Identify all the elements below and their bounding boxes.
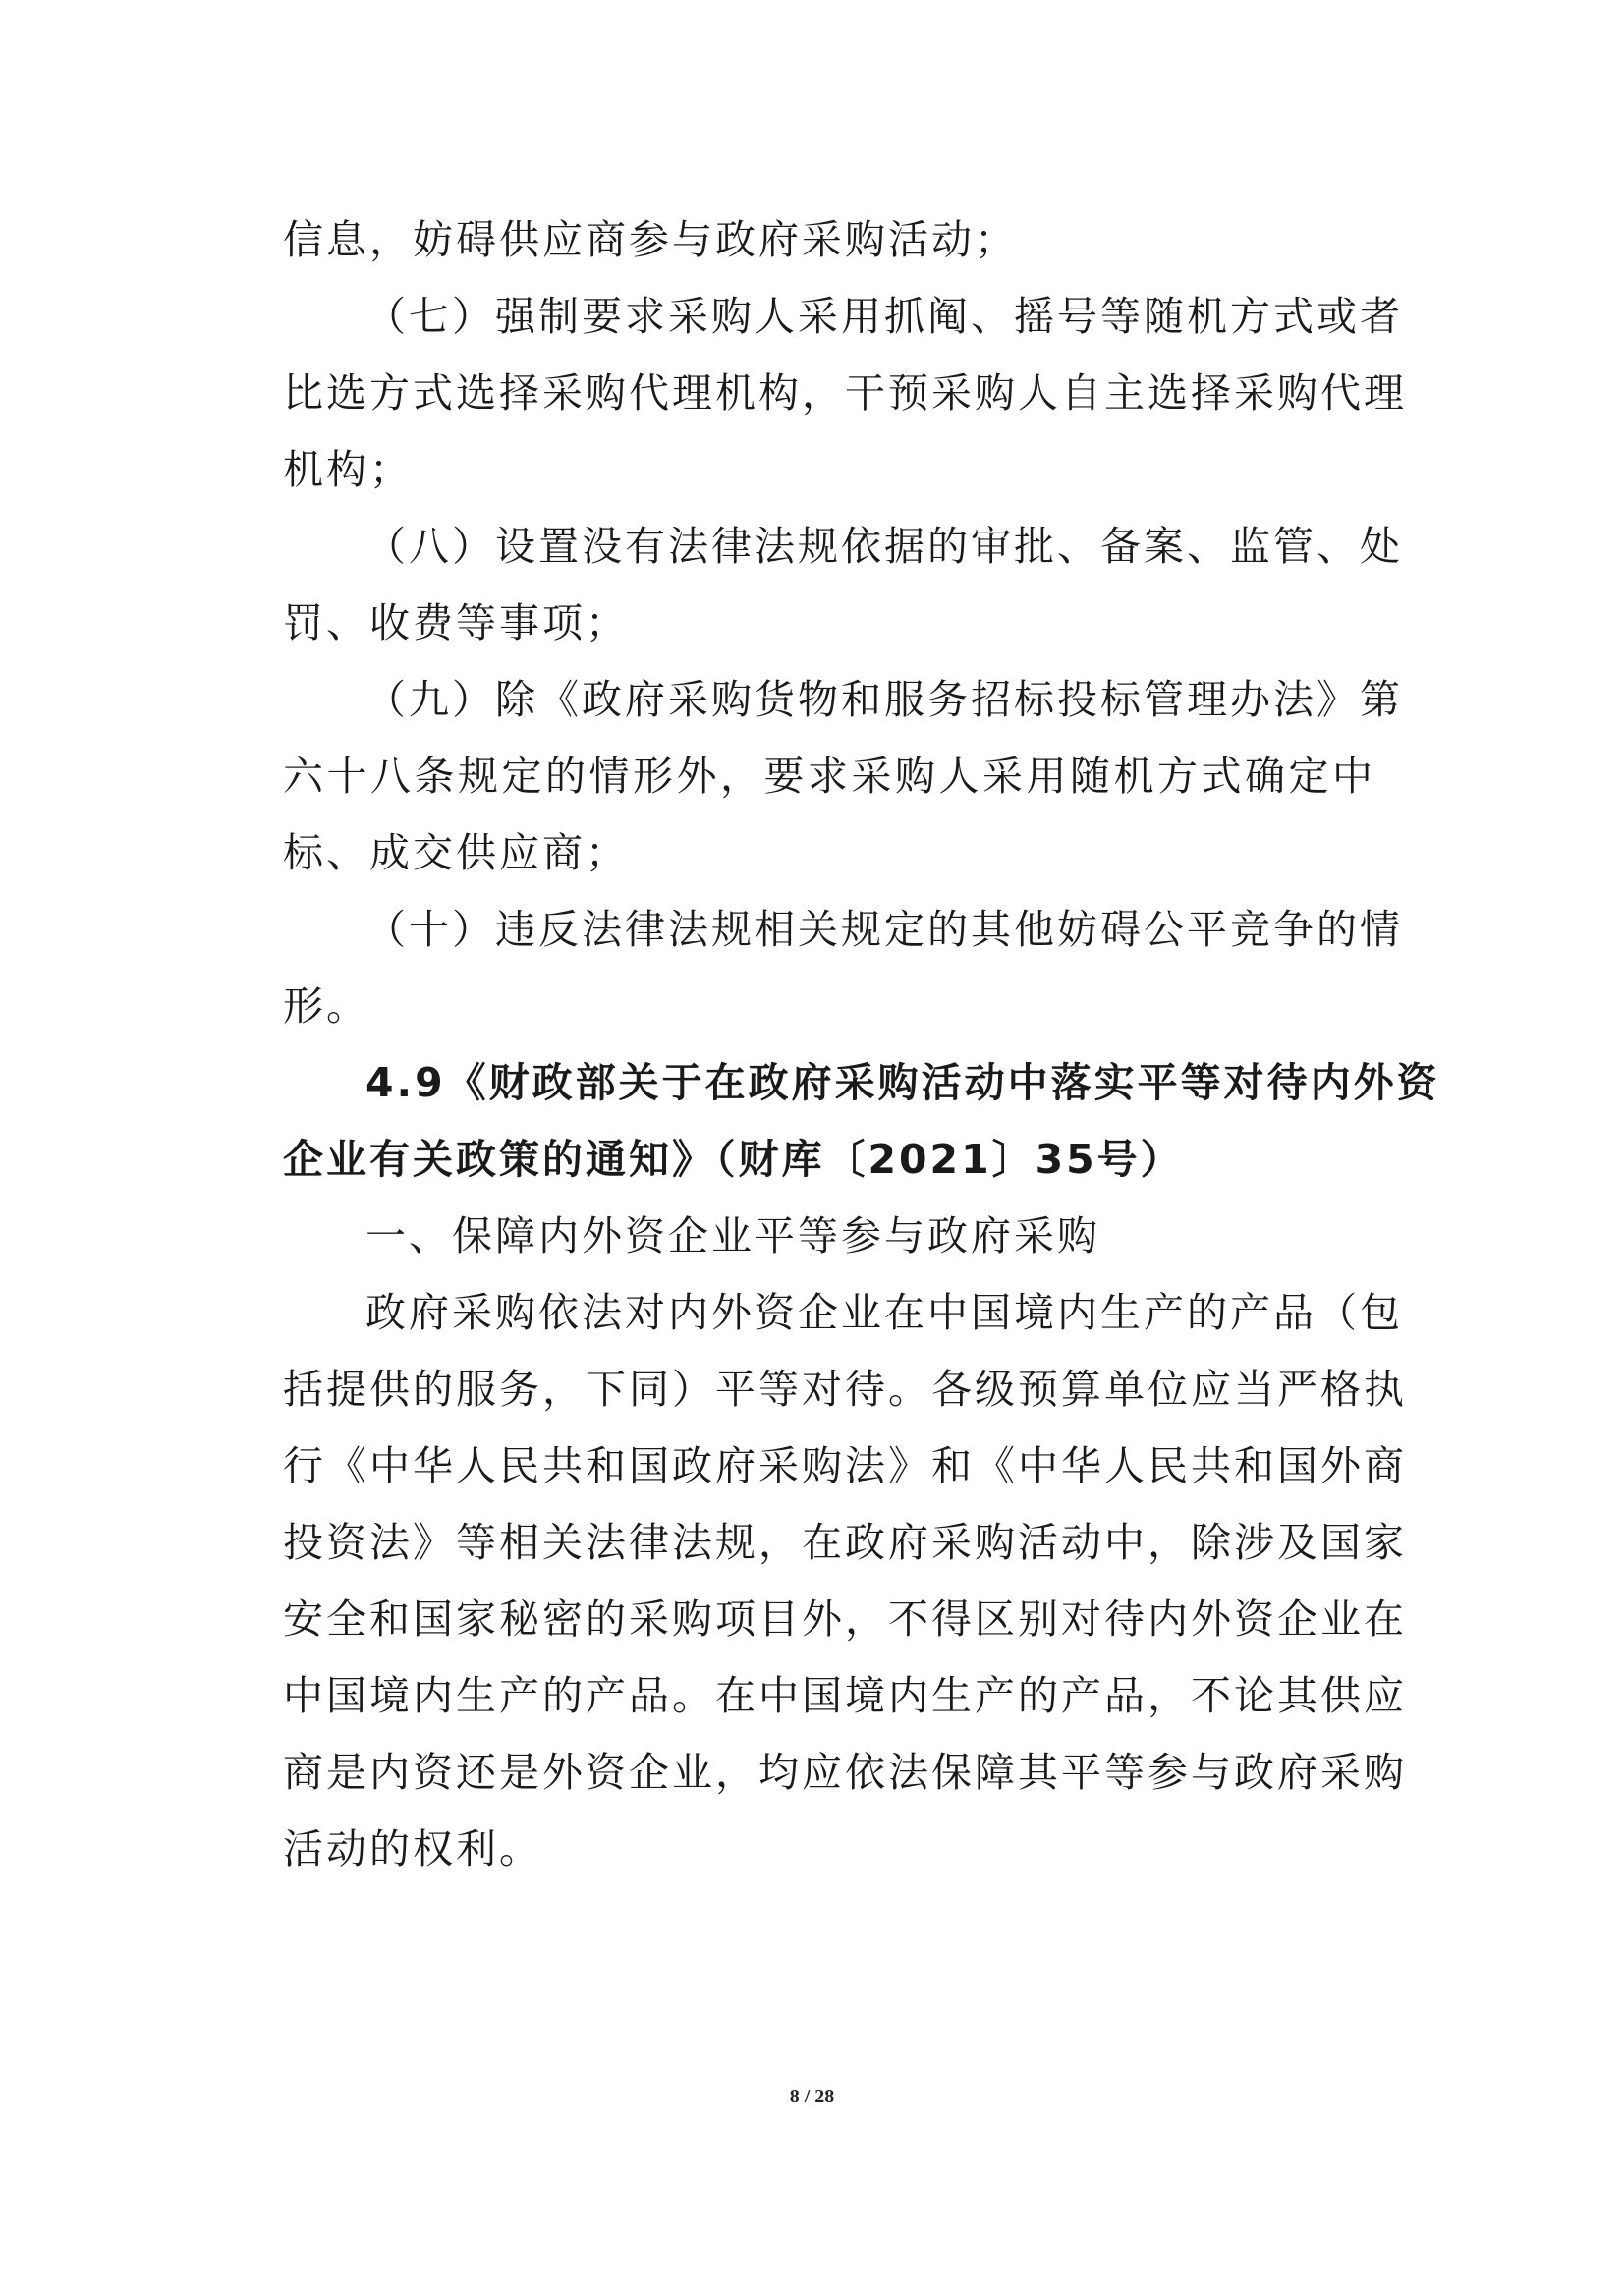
- text-line: 投资法》等相关法律法规，在政府采购活动中，除涉及国家: [283, 1519, 1407, 1566]
- paragraph-item-8: [283, 508, 1403, 661]
- text-line: （八）设置没有法律法规依据的审批、备案、监管、处: [365, 523, 1403, 570]
- text-line: 括提供的服务，下同）平等对待。各级预算单位应当严格执: [283, 1366, 1407, 1413]
- text-line: （十）违反法律法规相关规定的其他妨碍公平竞争的情: [365, 906, 1403, 953]
- page-number: 8 / 28: [789, 2086, 835, 2107]
- paragraph-item-10: [283, 891, 1403, 1044]
- document-body: [283, 201, 1440, 1887]
- text-line: 中国境内生产的产品。在中国境内生产的产品，不论其供应: [283, 1672, 1407, 1719]
- text-line: 活动的权利。: [283, 1825, 542, 1873]
- text-line: 政府采购依法对内外资企业在中国境内生产的产品（包: [365, 1289, 1403, 1336]
- paragraph-item-9: [283, 661, 1403, 891]
- section-heading: [283, 1044, 1440, 1198]
- text-line: 安全和国家秘密的采购项目外，不得区别对待内外资企业在: [283, 1595, 1407, 1643]
- text-line: 六十八条规定的情形外，要求采购人采用随机方式确定中: [283, 753, 1375, 800]
- text-line: （七）强制要求采购人采用抓阄、摇号等随机方式或者: [365, 293, 1403, 340]
- text-line: （九）除《政府采购货物和服务招标投标管理办法》第: [365, 676, 1403, 723]
- text-line: 标、成交供应商；: [283, 829, 629, 876]
- text-line: 比选方式选择采购代理机构，干预采购人自主选择采购代理: [283, 369, 1407, 417]
- text-line: 信息，妨碍供应商参与政府采购活动；: [283, 216, 1018, 263]
- text-line: 罚、收费等事项；: [283, 599, 629, 646]
- heading-line: 4.9《财政部关于在政府采购活动中落实平等对待内外资: [365, 1059, 1440, 1106]
- text-line: 行《中华人民共和国政府采购法》和《中华人民共和国外商: [283, 1442, 1407, 1489]
- paragraph-item-7: [283, 278, 1407, 508]
- paragraph-continuation: [283, 201, 1375, 278]
- text-line: 机构；: [283, 446, 413, 493]
- paragraph-body: [283, 1274, 1407, 1887]
- text-line: 形。: [283, 982, 369, 1030]
- text-line: 一、保障内外资企业平等参与政府采购: [365, 1212, 1100, 1259]
- subsection-title: [283, 1198, 1375, 1274]
- heading-line: 企业有关政策的通知》（财库〔2021〕35号）: [283, 1136, 1184, 1183]
- text-line: 商是内资还是外资企业，均应依法保障其平等参与政府采购: [283, 1749, 1407, 1796]
